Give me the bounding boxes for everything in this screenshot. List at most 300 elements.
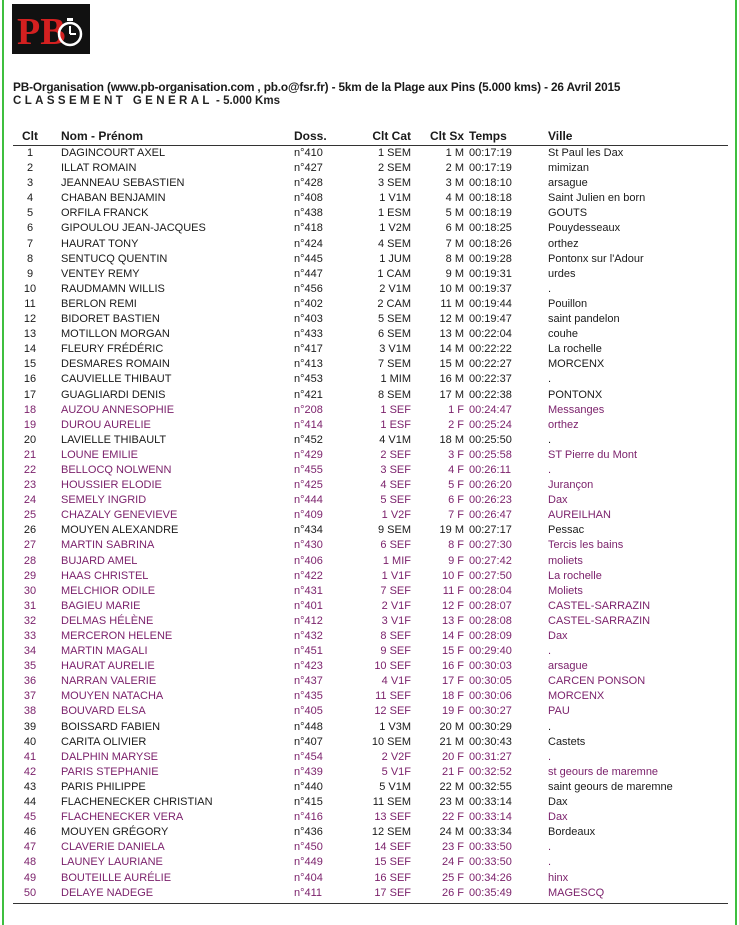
cell-clt: 24 xyxy=(23,494,37,507)
cell-cat: 1 CAM xyxy=(377,267,411,280)
cell-temps: 00:24:47 xyxy=(469,403,512,416)
cell-doss: n°424 xyxy=(294,237,323,250)
cell-temps: 00:30:29 xyxy=(469,720,512,733)
cell-doss: n°415 xyxy=(294,796,323,809)
page-border-left xyxy=(2,0,4,925)
cell-cat: 3 SEF xyxy=(380,463,411,476)
cell-cat: 7 SEF xyxy=(380,584,411,597)
cell-nom: BERLON REMI xyxy=(61,297,137,310)
cell-doss: n°447 xyxy=(294,267,323,280)
cell-nom: ILLAT ROMAIN xyxy=(61,162,137,175)
cell-doss: n°408 xyxy=(294,192,323,205)
cell-ville: St Paul les Dax xyxy=(548,147,624,159)
table-row xyxy=(13,689,728,704)
cell-doss: n°410 xyxy=(294,147,323,159)
cell-temps: 00:34:26 xyxy=(469,871,512,884)
cell-temps: 00:18:25 xyxy=(469,222,512,235)
cell-cat: 1 SEM xyxy=(377,147,411,159)
cell-nom: MOTILLON MORGAN xyxy=(61,328,170,341)
cell-doss: n°429 xyxy=(294,448,323,461)
cell-ville: mimizan xyxy=(548,162,589,175)
cell-sx: 24 F xyxy=(441,856,464,869)
cell-cat: 9 SEM xyxy=(377,524,411,537)
cell-cat: 8 SEM xyxy=(377,388,411,401)
cell-ville: GOUTS xyxy=(548,207,588,220)
cell-ville: MORCENX xyxy=(548,690,605,703)
cell-doss: n°437 xyxy=(294,675,323,688)
cell-nom: BUJARD AMEL xyxy=(61,554,138,567)
pb-logo-graphic xyxy=(12,4,90,54)
table-row xyxy=(13,312,728,327)
cell-cat: 2 V1F xyxy=(381,599,411,612)
table-header xyxy=(13,127,728,146)
cell-cat: 12 SEF xyxy=(374,705,411,718)
cell-clt: 11 xyxy=(24,297,36,310)
table-row xyxy=(13,704,728,719)
cell-ville: orthez xyxy=(548,237,579,250)
cell-clt: 26 xyxy=(23,524,37,537)
cell-ville: urdes xyxy=(548,267,576,280)
cell-clt: 14 xyxy=(23,343,37,356)
cell-sx: 6 F xyxy=(448,494,464,507)
cell-sx: 2 M xyxy=(445,162,464,175)
cell-clt: 10 xyxy=(23,282,37,295)
cell-doss: n°439 xyxy=(294,765,323,778)
cell-clt: 16 xyxy=(23,373,37,386)
table-body xyxy=(13,146,728,901)
cell-sx: 9 M xyxy=(445,267,464,280)
cell-cat: 1 MIF xyxy=(382,554,411,567)
table-row xyxy=(13,599,728,614)
table-row xyxy=(13,720,728,735)
cell-cat: 1 ESM xyxy=(377,207,411,220)
table-bottom-rule xyxy=(13,903,728,904)
cell-sx: 4 M xyxy=(445,192,464,205)
table-row xyxy=(13,644,728,659)
cell-ville: . xyxy=(548,282,552,295)
logo-letters: PB xyxy=(17,11,66,53)
cell-cat: 3 V1F xyxy=(381,614,411,627)
col-header-doss: Doss. xyxy=(294,129,327,143)
cell-nom: FLEURY FRÉDÉRIC xyxy=(61,343,164,356)
cell-sx: 25 F xyxy=(441,871,464,884)
cell-nom: MARTIN SABRINA xyxy=(61,539,155,552)
table-row xyxy=(13,327,728,342)
cell-temps: 00:19:37 xyxy=(469,282,512,295)
cell-cat: 15 SEF xyxy=(374,856,411,869)
cell-ville: . xyxy=(548,720,552,733)
cell-nom: BIDORET BASTIEN xyxy=(61,313,160,326)
cell-ville: PONTONX xyxy=(548,388,603,401)
cell-cat: 3 SEM xyxy=(377,177,411,190)
cell-nom: FLACHENECKER CHRISTIAN xyxy=(61,796,213,809)
cell-clt: 23 xyxy=(23,479,37,492)
cell-clt: 48 xyxy=(23,856,37,869)
cell-doss: n°454 xyxy=(294,750,323,763)
table-row xyxy=(13,780,728,795)
cell-doss: n°401 xyxy=(294,599,323,612)
cell-ville: saint geours de maremne xyxy=(548,780,673,793)
cell-sx: 13 M xyxy=(439,328,464,341)
cell-ville: Dax xyxy=(548,494,568,507)
table-row xyxy=(13,418,728,433)
cell-doss: n°425 xyxy=(294,479,323,492)
cell-temps: 00:33:14 xyxy=(469,796,512,809)
cell-cat: 17 SEF xyxy=(374,886,411,899)
cell-nom: DELMAS HÉLÈNE xyxy=(61,614,154,627)
cell-cat: 1 SEF xyxy=(380,403,411,416)
cell-sx: 12 M xyxy=(439,313,464,326)
cell-nom: DUROU AURELIE xyxy=(61,418,151,431)
cell-sx: 13 F xyxy=(441,614,464,627)
cell-nom: CHABAN BENJAMIN xyxy=(61,192,166,205)
cell-clt: 31 xyxy=(23,599,37,612)
cell-cat: 1 V2M xyxy=(379,222,411,235)
cell-temps: 00:19:47 xyxy=(469,313,512,326)
cell-cat: 4 SEF xyxy=(380,479,411,492)
cell-sx: 20 F xyxy=(441,750,464,763)
cell-ville: arsague xyxy=(548,660,588,673)
cell-clt: 38 xyxy=(23,705,37,718)
table-row xyxy=(13,508,728,523)
cell-doss: n°427 xyxy=(294,162,323,175)
table-row xyxy=(13,871,728,886)
cell-sx: 10 M xyxy=(439,282,464,295)
cell-cat: 11 SEM xyxy=(372,796,411,809)
cell-cat: 1 V2F xyxy=(381,509,411,522)
cell-clt: 4 xyxy=(26,192,34,205)
cell-clt: 20 xyxy=(23,433,37,446)
table-row xyxy=(13,221,728,236)
cell-doss: n°428 xyxy=(294,177,323,190)
table-row xyxy=(13,795,728,810)
table-row xyxy=(13,448,728,463)
cell-doss: n°452 xyxy=(294,433,323,446)
cell-sx: 18 M xyxy=(439,433,464,446)
cell-ville: st geours de maremne xyxy=(548,765,659,778)
cell-nom: RAUDMAMN WILLIS xyxy=(61,282,165,295)
cell-sx: 7 M xyxy=(445,237,464,250)
cell-doss: n°451 xyxy=(294,645,323,658)
table-row xyxy=(13,614,728,629)
cell-cat: 5 V1M xyxy=(379,780,411,793)
cell-temps: 00:27:30 xyxy=(469,539,512,552)
cell-doss: n°430 xyxy=(294,539,323,552)
cell-ville: Dax xyxy=(548,630,568,642)
cell-ville: . xyxy=(548,841,552,854)
cell-ville: . xyxy=(548,645,552,658)
table-row xyxy=(13,342,728,357)
cell-ville: MORCENX xyxy=(548,358,605,371)
cell-nom: BELLOCQ NOLWENN xyxy=(61,463,172,476)
cell-clt: 2 xyxy=(26,162,34,175)
cell-temps: 00:26:23 xyxy=(469,494,512,507)
cell-sx: 14 M xyxy=(439,343,464,356)
event-title: PB-Organisation (www.pb-organisation.com , pb.o@fsr.fr) - 5km de la Plage aux Pins (5.000 kms) - 26 Avril 2015 xyxy=(13,80,621,94)
cell-sx: 17 F xyxy=(441,675,464,688)
cell-ville: couhe xyxy=(548,328,578,341)
cell-clt: 33 xyxy=(23,630,37,642)
cell-nom: BOISSARD FABIEN xyxy=(61,720,161,733)
col-header-temps: Temps xyxy=(469,129,507,143)
cell-doss: n°411 xyxy=(294,886,323,899)
cell-sx: 8 M xyxy=(445,252,464,265)
cell-nom: CAUVIELLE THIBAUT xyxy=(61,373,172,386)
cell-sx: 15 M xyxy=(439,358,464,371)
cell-nom: MARTIN MAGALI xyxy=(61,645,148,658)
cell-sx: 15 F xyxy=(441,645,464,658)
cell-clt: 19 xyxy=(23,418,37,431)
cell-clt: 25 xyxy=(23,509,37,522)
cell-clt: 6 xyxy=(26,222,34,235)
cell-clt: 27 xyxy=(23,539,37,552)
cell-doss: n°421 xyxy=(294,388,323,401)
cell-doss: n°444 xyxy=(294,494,323,507)
table-row xyxy=(13,191,728,206)
cell-doss: n°432 xyxy=(294,630,323,642)
cell-doss: n°435 xyxy=(294,690,323,703)
cell-clt: 44 xyxy=(23,796,37,809)
cell-sx: 11 F xyxy=(442,584,464,597)
cell-clt: 7 xyxy=(26,237,34,250)
cell-doss: n°417 xyxy=(294,343,323,356)
cell-cat: 9 SEF xyxy=(380,645,411,658)
cell-cat: 2 V1M xyxy=(379,282,411,295)
cell-clt: 34 xyxy=(23,645,37,658)
cell-clt: 18 xyxy=(23,403,37,416)
cell-cat: 1 V1M xyxy=(379,192,411,205)
cell-nom: VENTEY REMY xyxy=(61,267,140,280)
cell-ville: orthez xyxy=(548,418,579,431)
cell-sx: 22 F xyxy=(441,811,464,824)
cell-cat: 5 SEF xyxy=(380,494,411,507)
cell-sx: 3 M xyxy=(445,177,464,190)
cell-doss: n°438 xyxy=(294,207,323,220)
cell-clt: 29 xyxy=(23,569,37,582)
cell-cat: 4 V1F xyxy=(381,675,411,688)
cell-temps: 00:30:03 xyxy=(469,660,512,673)
cell-cat: 8 SEF xyxy=(380,630,411,642)
table-row xyxy=(13,584,728,599)
cell-cat: 1 V3M xyxy=(379,720,411,733)
cell-clt: 30 xyxy=(23,584,37,597)
cell-nom: HOUSSIER ELODIE xyxy=(61,479,162,492)
cell-temps: 00:33:14 xyxy=(469,811,512,824)
cell-nom: LAUNEY LAURIANE xyxy=(61,856,163,869)
cell-doss: n°208 xyxy=(294,403,323,416)
cell-cat: 7 SEM xyxy=(377,358,411,371)
cell-nom: GIPOULOU JEAN-JACQUES xyxy=(61,222,206,235)
cell-doss: n°440 xyxy=(294,780,323,793)
cell-nom: NARRAN VALERIE xyxy=(61,675,157,688)
cell-ville: La rochelle xyxy=(548,343,602,356)
table-row xyxy=(13,372,728,387)
cell-ville: arsague xyxy=(548,177,588,190)
cell-nom: HAURAT AURELIE xyxy=(61,660,155,673)
cell-nom: SEMELY INGRID xyxy=(61,494,147,507)
cell-clt: 37 xyxy=(23,690,37,703)
cell-clt: 8 xyxy=(26,252,34,265)
cell-doss: n°450 xyxy=(294,841,323,854)
cell-temps: 00:27:42 xyxy=(469,554,512,567)
cell-nom: HAAS CHRISTEL xyxy=(61,569,149,582)
cell-temps: 00:27:50 xyxy=(469,569,512,582)
cell-clt: 35 xyxy=(23,660,37,673)
cell-nom: LOUNE EMILIE xyxy=(61,448,139,461)
cell-temps: 00:33:50 xyxy=(469,856,512,869)
cell-nom: CLAVERIE DANIELA xyxy=(61,841,165,854)
cell-temps: 00:17:19 xyxy=(469,162,512,175)
cell-clt: 32 xyxy=(23,614,37,627)
cell-clt: 1 xyxy=(26,147,34,159)
table-row xyxy=(13,855,728,870)
cell-ville: Castets xyxy=(548,735,586,748)
cell-cat: 6 SEF xyxy=(380,539,411,552)
cell-doss: n°423 xyxy=(294,660,323,673)
cell-ville: CARCEN PONSON xyxy=(548,675,646,688)
cell-clt: 46 xyxy=(23,826,37,839)
table-row xyxy=(13,840,728,855)
cell-temps: 00:33:34 xyxy=(469,826,512,839)
cell-nom: DALPHIN MARYSE xyxy=(61,750,158,763)
cell-ville: Bordeaux xyxy=(548,826,596,839)
cell-nom: BAGIEU MARIE xyxy=(61,599,141,612)
cell-doss: n°456 xyxy=(294,282,323,295)
cell-sx: 21 F xyxy=(441,765,464,778)
cell-temps: 00:30:43 xyxy=(469,735,512,748)
cell-temps: 00:32:55 xyxy=(469,780,512,793)
cell-cat: 10 SEM xyxy=(371,735,411,748)
cell-ville: . xyxy=(548,433,552,446)
cell-temps: 00:22:27 xyxy=(469,358,512,371)
cell-ville: AUREILHAN xyxy=(548,509,611,522)
cell-clt: 41 xyxy=(23,750,37,763)
cell-doss: n°412 xyxy=(294,614,323,627)
cell-clt: 21 xyxy=(23,448,37,461)
cell-temps: 00:22:22 xyxy=(469,343,512,356)
cell-ville: . xyxy=(548,373,552,386)
col-header-ville: Ville xyxy=(548,129,573,143)
cell-cat: 6 SEM xyxy=(377,328,411,341)
cell-sx: 7 F xyxy=(448,509,464,522)
cell-cat: 10 SEF xyxy=(374,660,411,673)
ranking-subtitle xyxy=(13,95,280,107)
cell-temps: 00:25:50 xyxy=(469,433,512,446)
cell-temps: 00:27:17 xyxy=(469,524,512,537)
cell-cat: 2 SEF xyxy=(380,448,411,461)
cell-clt: 40 xyxy=(23,735,37,748)
cell-doss: n°405 xyxy=(294,705,323,718)
cell-temps: 00:25:58 xyxy=(469,448,512,461)
table-row xyxy=(13,252,728,267)
cell-temps: 00:19:44 xyxy=(469,297,512,310)
cell-nom: MOUYEN GRÉGORY xyxy=(61,826,169,839)
cell-sx: 1 M xyxy=(445,147,464,159)
cell-cat: 1 JUM xyxy=(379,252,411,265)
cell-doss: n°404 xyxy=(294,871,323,884)
cell-sx: 14 F xyxy=(441,630,464,642)
cell-temps: 00:22:37 xyxy=(469,373,512,386)
table-row xyxy=(13,357,728,372)
cell-clt: 22 xyxy=(23,463,37,476)
cell-temps: 00:22:04 xyxy=(469,328,512,341)
cell-ville: . xyxy=(548,856,552,869)
cell-nom: AUZOU ANNESOPHIE xyxy=(61,403,175,416)
col-header-nom: Nom - Prénom xyxy=(61,129,144,143)
cell-doss: n°416 xyxy=(294,811,323,824)
cell-ville: Pontonx sur l'Adour xyxy=(548,252,644,265)
cell-temps: 00:18:10 xyxy=(469,177,512,190)
ranking-subtitle-main: CLASSEMENT GENERAL xyxy=(13,95,213,107)
results-table xyxy=(13,127,728,904)
cell-doss: n°433 xyxy=(294,328,323,341)
cell-cat: 12 SEM xyxy=(371,826,411,839)
cell-nom: DAGINCOURT AXEL xyxy=(61,147,166,159)
cell-sx: 16 M xyxy=(439,373,464,386)
table-row xyxy=(13,825,728,840)
cell-sx: 26 F xyxy=(441,886,464,899)
cell-nom: HAURAT TONY xyxy=(61,237,139,250)
ranking-subtitle-distance: - 5.000 Kms xyxy=(212,95,280,107)
table-row xyxy=(13,237,728,252)
cell-temps: 00:25:24 xyxy=(469,418,512,431)
table-row xyxy=(13,629,728,644)
cell-temps: 00:28:07 xyxy=(469,599,512,612)
cell-nom: DELAYE NADEGE xyxy=(61,886,154,899)
table-row xyxy=(13,403,728,418)
cell-doss: n°448 xyxy=(294,720,323,733)
cell-nom: SENTUCQ QUENTIN xyxy=(61,252,168,265)
cell-nom: ORFILA FRANCK xyxy=(61,207,149,220)
col-header-clt: Clt xyxy=(22,129,38,143)
cell-temps: 00:26:20 xyxy=(469,479,512,492)
table-row xyxy=(13,735,728,750)
cell-ville: PAU xyxy=(548,705,570,718)
cell-temps: 00:18:18 xyxy=(469,192,512,205)
cell-sx: 6 M xyxy=(445,222,464,235)
table-row xyxy=(13,161,728,176)
cell-nom: JEANNEAU SEBASTIEN xyxy=(61,177,185,190)
cell-temps: 00:35:49 xyxy=(469,886,512,899)
cell-ville: saint pandelon xyxy=(548,313,620,326)
col-header-sx: Clt Sx xyxy=(429,129,464,143)
table-row xyxy=(13,282,728,297)
cell-nom: PARIS PHILIPPE xyxy=(61,780,146,793)
table-row xyxy=(13,674,728,689)
cell-cat: 13 SEF xyxy=(374,811,411,824)
cell-cat: 14 SEF xyxy=(374,841,411,854)
cell-doss: n°431 xyxy=(294,584,323,597)
cell-cat: 2 SEM xyxy=(377,162,411,175)
cell-clt: 50 xyxy=(23,886,37,899)
cell-sx: 1 F xyxy=(448,403,464,416)
cell-sx: 5 F xyxy=(448,479,464,492)
cell-doss: n°409 xyxy=(294,509,323,522)
table-row xyxy=(13,267,728,282)
pb-logo xyxy=(12,4,90,54)
cell-sx: 19 M xyxy=(439,524,464,537)
cell-temps: 00:18:26 xyxy=(469,237,512,250)
cell-sx: 10 F xyxy=(441,569,464,582)
cell-cat: 2 CAM xyxy=(377,297,411,310)
table-row xyxy=(13,146,728,161)
table-row xyxy=(13,810,728,825)
cell-ville: CASTEL-SARRAZIN xyxy=(548,599,651,612)
cell-ville: Messanges xyxy=(548,403,605,416)
table-row xyxy=(13,176,728,191)
cell-ville: Jurançon xyxy=(548,479,594,492)
cell-nom: BOUVARD ELSA xyxy=(61,705,146,718)
